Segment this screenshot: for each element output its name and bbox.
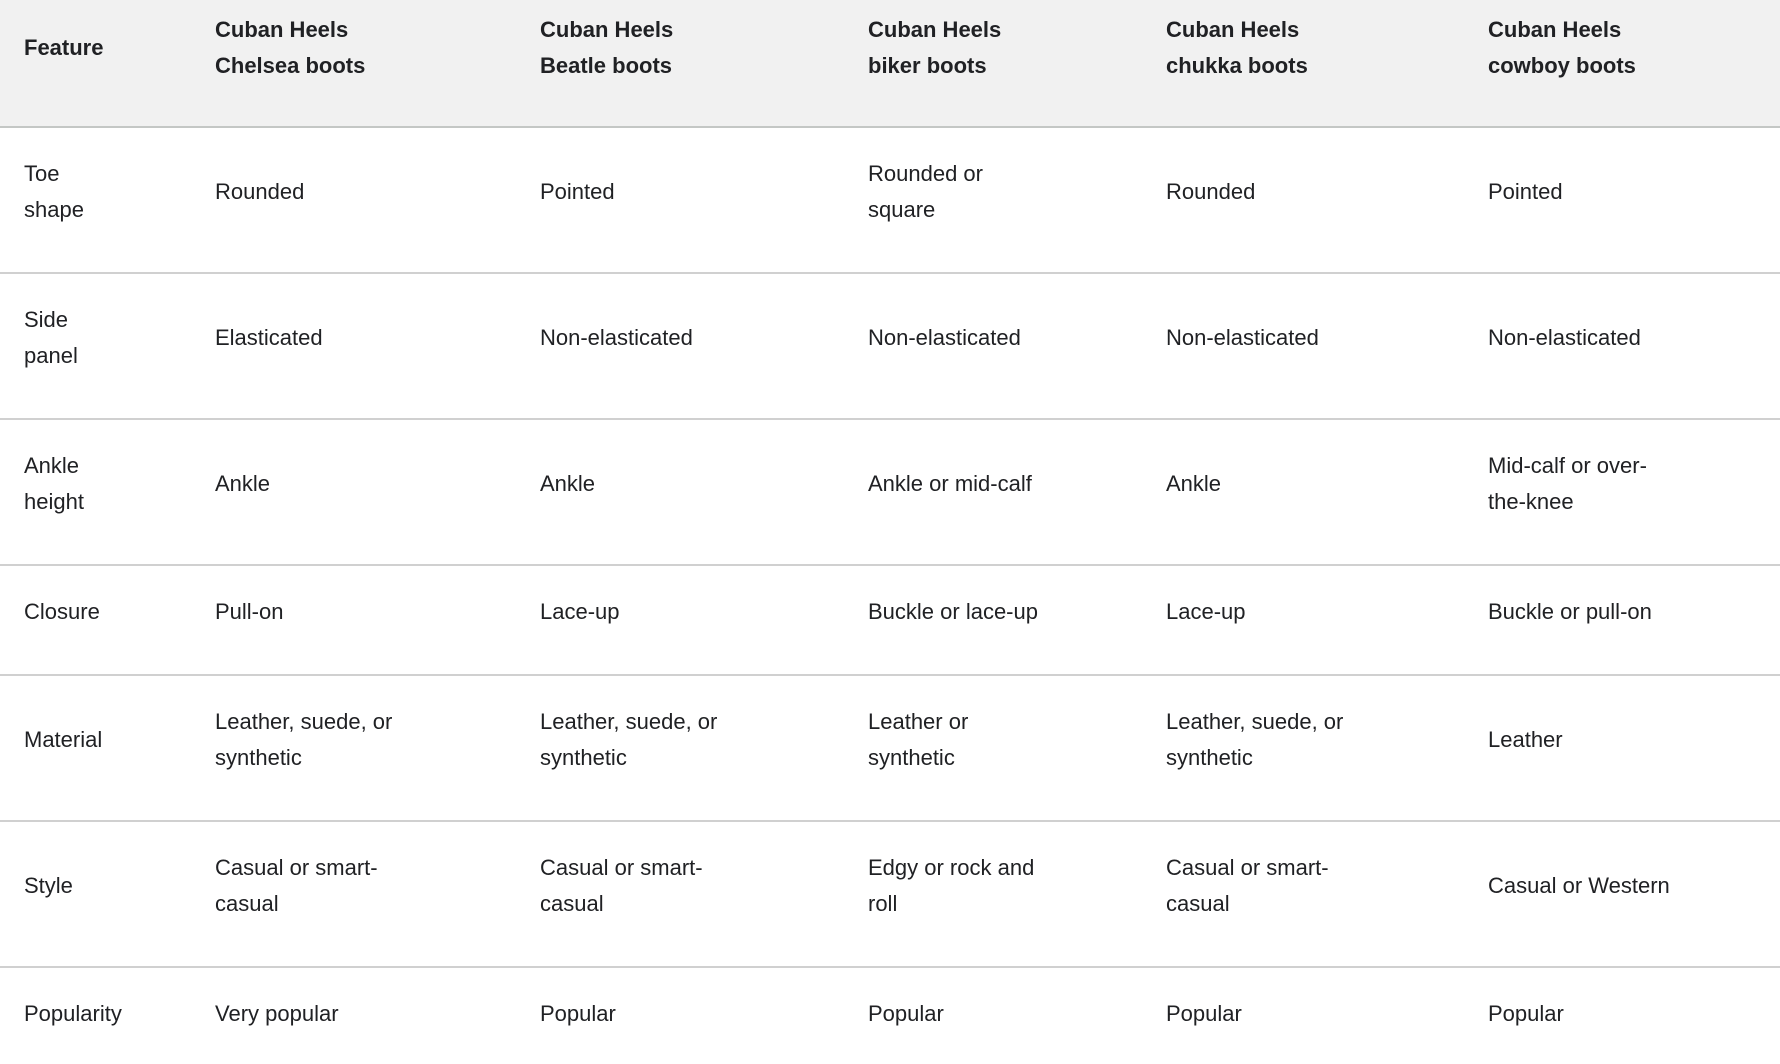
value-line: Edgy or rock and	[868, 855, 1035, 880]
value-line: Rounded	[1166, 179, 1256, 204]
feature-line: height	[24, 489, 84, 514]
value-line: Pull-on	[215, 599, 284, 624]
feature-line: Ankle	[24, 453, 80, 478]
value-line: Popular	[1488, 1001, 1564, 1026]
value-cell	[1488, 146, 1780, 254]
column-header-line: cowboy boots	[1488, 53, 1636, 78]
value-line: Ankle	[540, 471, 596, 496]
table-header-row	[0, 0, 1780, 128]
value-line: Rounded or	[868, 161, 983, 186]
value-line: Very popular	[215, 1001, 339, 1026]
value-line: Casual or smart-	[1166, 855, 1329, 880]
value-line: Non-elasticated	[1488, 325, 1641, 350]
value-cell	[540, 292, 868, 400]
value-line: synthetic	[215, 745, 302, 770]
value-line: Lace-up	[540, 599, 620, 624]
value-line: Non-elasticated	[868, 325, 1021, 350]
feature-line: panel	[24, 343, 78, 368]
value-cell	[1488, 292, 1780, 400]
value-cell	[1488, 968, 1780, 1064]
value-line: Elasticated	[215, 325, 323, 350]
value-line: Ankle or mid-calf	[868, 471, 1032, 496]
value-line: synthetic	[868, 745, 955, 770]
value-cell	[868, 822, 1166, 966]
column-header	[1488, 0, 1780, 126]
value-line: Leather or	[868, 709, 969, 734]
value-line: synthetic	[540, 745, 627, 770]
value-line: Ankle	[1166, 471, 1222, 496]
feature-line: Toe	[24, 161, 60, 186]
value-cell	[868, 566, 1166, 674]
value-cell	[868, 128, 1166, 272]
column-header	[868, 0, 1166, 126]
value-line: Non-elasticated	[540, 325, 693, 350]
value-cell	[215, 438, 540, 546]
value-cell	[1166, 292, 1488, 400]
value-cell	[1488, 694, 1780, 802]
value-cell	[1166, 676, 1488, 820]
feature-column-header: Feature	[24, 35, 104, 60]
value-line: Casual or smart-	[215, 855, 378, 880]
value-cell	[1166, 566, 1488, 674]
value-cell	[868, 968, 1166, 1064]
table-row	[0, 564, 1780, 674]
value-cell	[1488, 566, 1780, 674]
value-line: Leather, suede, or	[1166, 709, 1344, 734]
table-row	[0, 418, 1780, 564]
column-header-line: Cuban Heels	[868, 17, 1002, 42]
value-line: Mid-calf or over-	[1488, 453, 1647, 478]
table-row	[0, 128, 1780, 272]
value-line: casual	[1166, 891, 1230, 916]
value-line: synthetic	[1166, 745, 1253, 770]
value-cell	[540, 566, 868, 674]
value-cell	[215, 676, 540, 820]
feature-line: Side	[24, 307, 69, 332]
value-line: Ankle	[215, 471, 271, 496]
table-row	[0, 272, 1780, 418]
value-line: Leather, suede, or	[540, 709, 718, 734]
value-line: Non-elasticated	[1166, 325, 1319, 350]
value-cell	[215, 292, 540, 400]
table-row	[0, 820, 1780, 966]
column-header-line: Beatle boots	[540, 53, 673, 78]
value-line: Casual or Western	[1488, 873, 1670, 898]
value-line: Leather	[1488, 727, 1563, 752]
feature-line: Popularity	[24, 1001, 122, 1026]
value-cell	[868, 292, 1166, 400]
column-header-line: Chelsea boots	[215, 53, 366, 78]
column-header-line: biker boots	[868, 53, 987, 78]
column-header-line: chukka boots	[1166, 53, 1308, 78]
value-cell	[1488, 840, 1780, 948]
feature-line: Closure	[24, 599, 100, 624]
feature-line: Material	[24, 727, 103, 752]
value-cell	[1166, 146, 1488, 254]
value-cell	[1166, 438, 1488, 546]
value-line: Casual or smart-	[540, 855, 703, 880]
column-header	[1166, 0, 1488, 126]
value-line: square	[868, 197, 936, 222]
value-line: Buckle or pull-on	[1488, 599, 1652, 624]
column-header	[540, 0, 868, 126]
feature-cell	[24, 840, 215, 948]
value-line: the-knee	[1488, 489, 1574, 514]
value-line: Popular	[868, 1001, 944, 1026]
column-header-line: Cuban Heels	[1488, 17, 1622, 42]
value-line: Popular	[1166, 1001, 1242, 1026]
feature-line: shape	[24, 197, 84, 222]
value-cell	[215, 566, 540, 674]
feature-cell	[24, 694, 215, 802]
feature-cell	[24, 128, 215, 272]
value-cell	[1166, 822, 1488, 966]
column-header-line: Cuban Heels	[1166, 17, 1300, 42]
value-line: casual	[215, 891, 279, 916]
feature-cell	[24, 420, 215, 564]
value-cell	[868, 438, 1166, 546]
value-cell	[540, 438, 868, 546]
value-line: casual	[540, 891, 604, 916]
value-cell	[540, 822, 868, 966]
value-cell	[540, 146, 868, 254]
value-cell	[215, 822, 540, 966]
feature-cell	[24, 274, 215, 418]
value-line: Leather, suede, or	[215, 709, 393, 734]
column-header-line: Cuban Heels	[215, 17, 349, 42]
value-cell	[1166, 968, 1488, 1064]
feature-cell	[24, 968, 215, 1064]
value-cell	[215, 968, 540, 1064]
value-cell	[1488, 420, 1780, 564]
value-line: Lace-up	[1166, 599, 1246, 624]
value-cell	[540, 968, 868, 1064]
value-line: Popular	[540, 1001, 616, 1026]
value-line: roll	[868, 891, 898, 916]
value-cell	[868, 676, 1166, 820]
table-row	[0, 674, 1780, 820]
column-header	[215, 0, 540, 126]
value-line: Buckle or lace-up	[868, 599, 1038, 624]
value-line: Pointed	[1488, 179, 1563, 204]
feature-line: Style	[24, 873, 73, 898]
feature-cell	[24, 566, 215, 674]
value-cell	[215, 146, 540, 254]
table-row	[0, 966, 1780, 1064]
table-body	[0, 128, 1780, 1064]
value-line: Rounded	[215, 179, 305, 204]
value-cell	[540, 676, 868, 820]
value-line: Pointed	[540, 179, 615, 204]
column-header-line: Cuban Heels	[540, 17, 674, 42]
